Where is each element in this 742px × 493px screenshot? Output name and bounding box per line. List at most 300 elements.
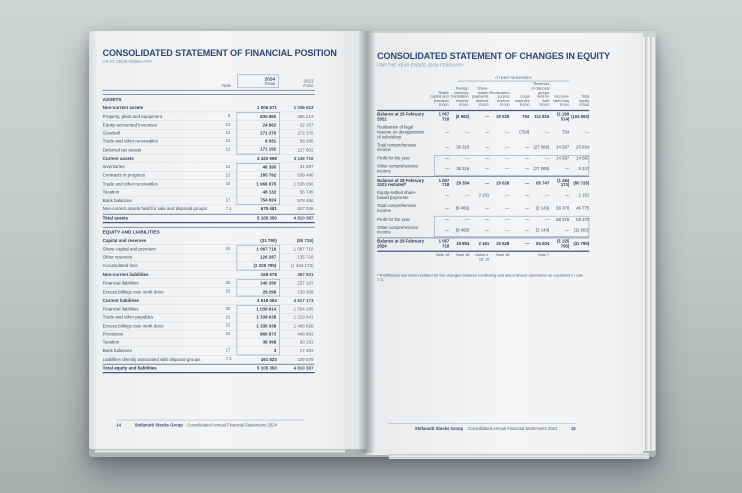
restatement-footnote: * Profit/(loss) has been restated for the changes between continuing and discontinued operations as explained in note 7.3. (377, 273, 584, 283)
open-book (89, 31, 656, 457)
value-cell: 36 316 (456, 145, 470, 150)
table-row (103, 356, 315, 364)
value-cell: — (564, 166, 570, 172)
table-row (377, 224, 589, 237)
column-header-label: Total equity (579, 94, 590, 104)
column-header-label: Share-based payments reserve (472, 86, 489, 104)
value-2023-cell: (80 726) (296, 237, 314, 243)
row-label: Non-current liabilities (102, 271, 149, 278)
value-cell: 58 378 (556, 206, 570, 211)
value-2024-cell: 491 823 (260, 356, 277, 363)
value-cell: — (504, 156, 510, 161)
column-unit-label: R'000 (478, 103, 489, 108)
value-cell: — (564, 193, 570, 199)
value-cell: (1 284 173) (557, 178, 570, 188)
value-cell: — (484, 130, 490, 135)
value-cell: — (524, 145, 530, 150)
note-cell: 15 (225, 323, 231, 328)
unit-label: R'000 (264, 81, 275, 87)
equity-column-headers (377, 83, 589, 111)
value-cell: 112 816 (534, 115, 550, 120)
page-number: 14 (116, 423, 121, 428)
table-row (377, 203, 589, 216)
table-row (103, 155, 315, 163)
value-2024-cell: 165 792 (237, 172, 280, 180)
column-header (530, 83, 550, 108)
value-2024-cell: 171 192 (237, 146, 280, 154)
value-cell: 754 (562, 130, 570, 135)
table-row (103, 180, 315, 188)
value-2023-cell: 538 486 (297, 172, 314, 179)
value-cell: — (544, 217, 550, 222)
value-2024-cell: 46 395 (237, 163, 280, 171)
row-label: Financial liabilities (102, 280, 139, 286)
row-label: Taxation (102, 339, 120, 345)
value-2023-cell: 88 153 (299, 339, 314, 345)
value-cell: (27 069) (533, 166, 550, 172)
page-stack-right-edge (643, 37, 656, 451)
value-cell: — (484, 227, 490, 233)
page-stack-bottom-edge (389, 453, 649, 459)
value-2024-cell (238, 99, 280, 102)
table-row (103, 227, 315, 237)
value-cell: 14 587 (556, 156, 570, 161)
value-2024-cell: 271 376 (237, 129, 280, 137)
row-label: Contracts in progress (102, 172, 145, 179)
table-row (377, 110, 589, 123)
value-cell: 2 161 (478, 242, 490, 247)
value-cell: 14 587 (556, 145, 570, 150)
value-cell: (11 603) (573, 227, 590, 233)
value-cell: (2 143) (535, 206, 550, 211)
table-row (103, 347, 315, 356)
value-2023-cell: 1 488 628 (293, 322, 314, 329)
value-cell: (80 726) (573, 180, 590, 186)
table-row (103, 262, 315, 271)
table-header (103, 74, 315, 90)
table-row (103, 146, 315, 155)
value-cell: — (484, 156, 490, 161)
value-cell: (9 460) (455, 227, 470, 233)
value-cell: — (445, 145, 450, 150)
note-cell: 14 (225, 164, 231, 170)
value-cell: Notes 4, 18, 19 (475, 253, 490, 262)
year-2023-label: 2023 (303, 78, 314, 84)
page-number: 15 (570, 426, 576, 432)
other-reserves-group-header: OTHER RESERVES (458, 76, 570, 81)
row-label: Provisions (102, 331, 124, 337)
row-label: EQUITY AND LIABILITIES (102, 229, 160, 236)
value-2023-cell: 1 067 718 (293, 245, 314, 252)
row-label: Accumulated loss (102, 262, 138, 269)
value-2023-cell: 237 163 (297, 280, 314, 286)
value-2024-cell: 1 338 638 (237, 314, 280, 322)
value-2024-cell: 1 038 814 (237, 305, 280, 313)
column-header (488, 91, 509, 108)
row-label: Goodwill (102, 130, 120, 136)
value-cell: — (464, 193, 470, 199)
table-row (103, 271, 315, 279)
table-row (103, 129, 315, 137)
row-label: Equity-settled share-based payments (377, 191, 417, 201)
value-cell: 85 747 (536, 180, 550, 186)
value-2023-cell: 4 617 173 (293, 297, 314, 304)
value-cell: — (445, 206, 450, 211)
table-row (103, 314, 315, 322)
row-label: Trade and other receivables (102, 138, 158, 144)
value-cell: — (445, 217, 450, 222)
table-row (103, 288, 315, 297)
row-label: Total comprehensive income (377, 204, 417, 214)
year-2023-header (279, 78, 315, 88)
book-gutter (358, 31, 375, 453)
table-row (103, 297, 315, 305)
value-cell: — (445, 193, 450, 199)
table-row (377, 237, 589, 252)
value-2023-cell: 3 136 716 (293, 155, 314, 162)
value-2024-cell: 530 860 (237, 112, 280, 120)
value-cell: — (445, 130, 450, 135)
value-cell: — (464, 156, 470, 161)
table-row (377, 252, 589, 264)
row-label: Financial liabilities (102, 306, 139, 312)
value-cell: — (524, 180, 530, 186)
row-label: Bank balances (102, 347, 132, 354)
column-unit-label: R'000 (438, 103, 449, 108)
column-header-label: Accumu- lated loss (553, 94, 570, 104)
row-label: Total equity and liabilities (102, 365, 157, 371)
value-2024-cell: 1 966 875 (237, 180, 280, 188)
value-cell: (6 962) (455, 115, 470, 120)
value-cell: 29 354 (456, 180, 470, 186)
doc-title: Consolidated Annual Financial Statements 2024 (467, 426, 558, 432)
value-cell: 1 067 718 (438, 178, 450, 188)
value-cell: 1 067 718 (438, 112, 450, 122)
value-cell: (2 143) (535, 227, 550, 233)
row-label: ASSETS (102, 96, 122, 103)
column-header (469, 87, 489, 108)
note-column-header: Note (222, 83, 231, 89)
row-label: Balance at 28 February 2022 (377, 112, 424, 122)
changes-in-equity-rows (377, 110, 589, 263)
value-2024-cell: 3 422 998 (257, 155, 277, 162)
column-header-label: Reserves of disposal groups held for sale (531, 81, 550, 104)
value-cell: — (524, 193, 530, 199)
value-2023-cell: 32 167 (299, 121, 314, 128)
table-row (377, 176, 589, 189)
row-label: Property, plant and equipment (102, 113, 163, 119)
row-label: Equity-accounted investees (102, 121, 158, 128)
value-cell: — (504, 130, 510, 135)
value-2024-cell: 1 006 871 (257, 104, 277, 111)
page-changes-in-equity (366, 33, 643, 455)
value-cell: — (524, 217, 530, 222)
value-2024-cell: (31 790) (260, 237, 277, 243)
value-2023-cell: 56 745 (299, 189, 314, 195)
table-row (103, 121, 315, 129)
table-row (103, 279, 315, 288)
page-title: CONSOLIDATED STATEMENT OF FINANCIAL POSITION (102, 47, 337, 59)
column-header-label: Foreign currency translation reserve (451, 86, 469, 104)
value-cell: — (544, 156, 550, 161)
table-row (103, 322, 315, 330)
value-cell: 20 628 (496, 115, 510, 120)
value-cell: 36 316 (456, 166, 470, 172)
page-subtitle: AS AT 29/28 FEBRUARY (102, 60, 153, 65)
value-2023-cell: 637 048 (297, 206, 314, 212)
value-cell: — (544, 130, 550, 135)
value-cell: — (484, 217, 490, 222)
table-row (377, 163, 589, 176)
table-row (103, 205, 315, 213)
value-cell: 58 378 (576, 217, 590, 222)
row-label: Non-current assets held for sale and disposal groups (102, 206, 207, 212)
column-header (429, 91, 449, 108)
note-cell: 10 (225, 122, 231, 127)
column-header (569, 95, 589, 108)
page-stack-bottom-edge (95, 448, 345, 453)
note-cell: 16 (225, 181, 231, 186)
note-cell: 15 (225, 289, 231, 295)
row-label: Total comprehensive income (377, 143, 417, 153)
note-cell: 9 (228, 114, 231, 119)
value-2023-cell: 272 376 (297, 130, 314, 136)
value-cell: — (524, 242, 530, 247)
value-2024-cell: 38 398 (237, 339, 280, 347)
row-label: Balance at 28 February 2023 restated* (377, 178, 424, 188)
page-financial-position (89, 31, 366, 449)
page-footer (388, 423, 575, 431)
table-row (103, 104, 315, 112)
value-2023-cell: 135 729 (297, 254, 314, 261)
column-unit-label: R'000 (539, 103, 550, 108)
value-cell: — (504, 193, 510, 199)
table-row (103, 305, 315, 314)
brand-name: Stefanutti Stocks Group (134, 423, 183, 428)
value-2024-cell: 28 298 (237, 288, 280, 296)
row-label: Other reserves (102, 254, 133, 261)
value-2024-cell: 8 581 (237, 138, 280, 146)
value-cell: Note 18 (456, 253, 470, 258)
page-subtitle: FOR THE YEAR ENDED 29/28 FEBRUARY (377, 63, 464, 68)
row-label: Current liabilities (102, 297, 140, 304)
note-cell: 20 (225, 306, 231, 312)
column-header (549, 95, 569, 108)
table-row (103, 188, 315, 196)
value-cell: Note 7 (538, 253, 550, 258)
table-row (103, 163, 315, 172)
value-2023-cell: 456 213 (297, 113, 314, 119)
table-row (377, 216, 589, 224)
value-2024-cell: 1 067 718 (237, 245, 280, 253)
value-2023-cell: (1 284 173) (290, 262, 314, 269)
value-cell: 20 628 (496, 180, 510, 186)
value-2023-cell: 4 810 387 (293, 365, 314, 371)
value-2024-cell: 754 824 (237, 197, 280, 205)
note-cell: 12 (225, 130, 231, 136)
note-cell: 17 (225, 348, 231, 354)
column-unit-label: R'000 (499, 103, 510, 108)
row-label: Taxation (102, 189, 120, 195)
row-label: Liabilities directly associated with disposal groups (102, 356, 201, 363)
column-header (449, 87, 469, 108)
value-2024-cell: 3 (237, 347, 280, 355)
value-cell: — (484, 166, 490, 172)
column-unit-label: R'000 (579, 103, 590, 108)
value-2023-cell: 17 403 (299, 347, 314, 354)
page-footer (116, 420, 303, 428)
value-cell: — (504, 145, 510, 150)
financial-position-rows (103, 94, 315, 373)
note-cell: 20 (225, 280, 231, 286)
value-cell: — (544, 193, 550, 199)
value-2023-cell: 130 368 (297, 288, 314, 295)
note-cell: 7.1 (225, 206, 232, 212)
table-row (103, 112, 315, 121)
table-row (103, 330, 315, 338)
value-2024-cell: 5 105 350 (257, 365, 277, 371)
value-cell: 46 775 (576, 206, 590, 211)
table-row (103, 237, 315, 245)
row-label: Excess billings over work done (102, 322, 164, 329)
table-row (377, 155, 589, 163)
value-cell: — (445, 227, 450, 233)
changes-in-equity-table (377, 76, 589, 282)
table-row (103, 364, 315, 373)
value-2024-cell: (1 225 795) (237, 262, 280, 270)
note-cell: 22 (225, 331, 231, 337)
note-cell: 7.1 (225, 357, 232, 362)
column-header-label: Share capital and premium (430, 90, 449, 104)
value-2023-cell: 367 531 (297, 271, 314, 278)
value-cell: 20 628 (496, 242, 510, 247)
value-cell: 14 587 (576, 156, 590, 161)
column-unit-label: R'000 (519, 103, 530, 108)
value-cell: 83 604 (536, 242, 550, 247)
note-cell: 15 (225, 173, 231, 178)
year-2024-label: 2024 (264, 76, 275, 82)
value-cell: 754 (522, 115, 530, 120)
value-cell: 19 894 (456, 242, 470, 247)
value-cell: (1 299 514) (557, 112, 570, 122)
row-label: Profit for the year (377, 156, 410, 161)
value-cell: (104 560) (570, 115, 590, 120)
value-2023-cell: 1 354 285 (293, 306, 314, 312)
row-label: Non-current assets (102, 104, 144, 111)
brand-name: Stefanutti Stocks Group (414, 426, 464, 432)
row-label: Total assets (102, 214, 129, 221)
value-cell: — (504, 166, 510, 172)
value-2024-cell: 675 481 (260, 206, 277, 212)
value-2023-cell: 1 036 623 (293, 104, 314, 111)
row-label: Profit for the year (377, 217, 410, 222)
value-2024-cell: 5 105 350 (257, 214, 277, 221)
financial-position-table (103, 74, 315, 373)
note-cell: 13 (225, 147, 231, 152)
value-cell: — (524, 156, 530, 161)
value-cell: 1 067 718 (438, 239, 450, 249)
column-header-label: Legal reserves (515, 94, 530, 104)
row-label: Share capital and premium (102, 245, 156, 252)
table-row (103, 197, 315, 206)
value-cell: — (464, 217, 470, 222)
value-2024-cell (238, 231, 280, 234)
value-cell: 2 161 (578, 193, 590, 199)
row-label: Deferred tax assets (102, 146, 142, 153)
row-label: Current assets (102, 155, 134, 162)
table-row (103, 138, 315, 146)
value-cell: (31 790) (573, 242, 590, 247)
value-2023-cell: 448 863 (297, 331, 314, 337)
row-label: Capital and reserves (102, 237, 147, 243)
note-cell: 21 (225, 315, 231, 320)
row-label: Bank balances (102, 197, 132, 204)
value-2024-cell: 1 335 338 (237, 322, 280, 330)
value-cell: — (504, 227, 510, 233)
table-row (377, 141, 589, 154)
value-cell: — (504, 217, 510, 222)
year-2024-header (237, 74, 279, 88)
value-2024-cell: 866 873 (237, 330, 280, 338)
value-2024-cell: 140 280 (237, 279, 280, 287)
value-cell: (1 225 795) (557, 239, 570, 249)
table-row (103, 94, 315, 104)
value-2024-cell: 48 132 (237, 188, 280, 196)
value-2023-cell: 58 265 (299, 138, 314, 144)
value-2024-cell: 126 287 (237, 254, 280, 262)
value-cell: — (484, 115, 490, 120)
value-cell: — (464, 130, 470, 135)
value-cell: 23 834 (576, 145, 590, 150)
value-cell: — (564, 227, 570, 233)
value-cell: Note 18 (436, 253, 450, 258)
value-2024-cell: 24 862 (237, 121, 280, 129)
value-2023-cell: 1 219 841 (293, 314, 314, 321)
value-cell: — (584, 130, 590, 135)
row-label: Excess billings over work done (102, 288, 164, 295)
row-label: Inventories (102, 163, 125, 170)
value-cell: — (484, 180, 490, 186)
row-label: Trade and other receivables (102, 180, 158, 187)
value-2023-cell: 4 810 387 (293, 214, 314, 221)
value-cell: (27 069) (533, 145, 550, 150)
value-cell: — (524, 227, 530, 233)
value-cell: 2 161 (478, 193, 490, 199)
value-cell: — (484, 206, 490, 211)
table-row (377, 190, 589, 203)
value-2023-cell: 1 538 056 (293, 180, 314, 187)
table-row (103, 339, 315, 347)
note-cell: 16 (225, 139, 231, 144)
boxed-row-group (377, 216, 589, 237)
boxed-row-group (377, 155, 589, 176)
row-label: Other comprehensive income (377, 164, 419, 174)
column-header-label: Revaluation surplus reserve (489, 90, 510, 104)
table-row (103, 245, 315, 254)
value-cell: (754) (519, 130, 530, 135)
value-cell: (9 460) (455, 206, 470, 211)
value-cell: 9 247 (578, 166, 590, 172)
value-cell: — (445, 156, 450, 161)
note-cell: 17 (225, 198, 231, 203)
value-cell: — (445, 166, 450, 172)
value-2023-cell: 439 878 (297, 356, 314, 363)
value-cell: — (524, 206, 530, 211)
table-row (103, 214, 315, 223)
table-row (103, 254, 315, 262)
row-label: Balance at 29 February 2024 (377, 239, 424, 249)
value-cell: — (524, 166, 530, 172)
